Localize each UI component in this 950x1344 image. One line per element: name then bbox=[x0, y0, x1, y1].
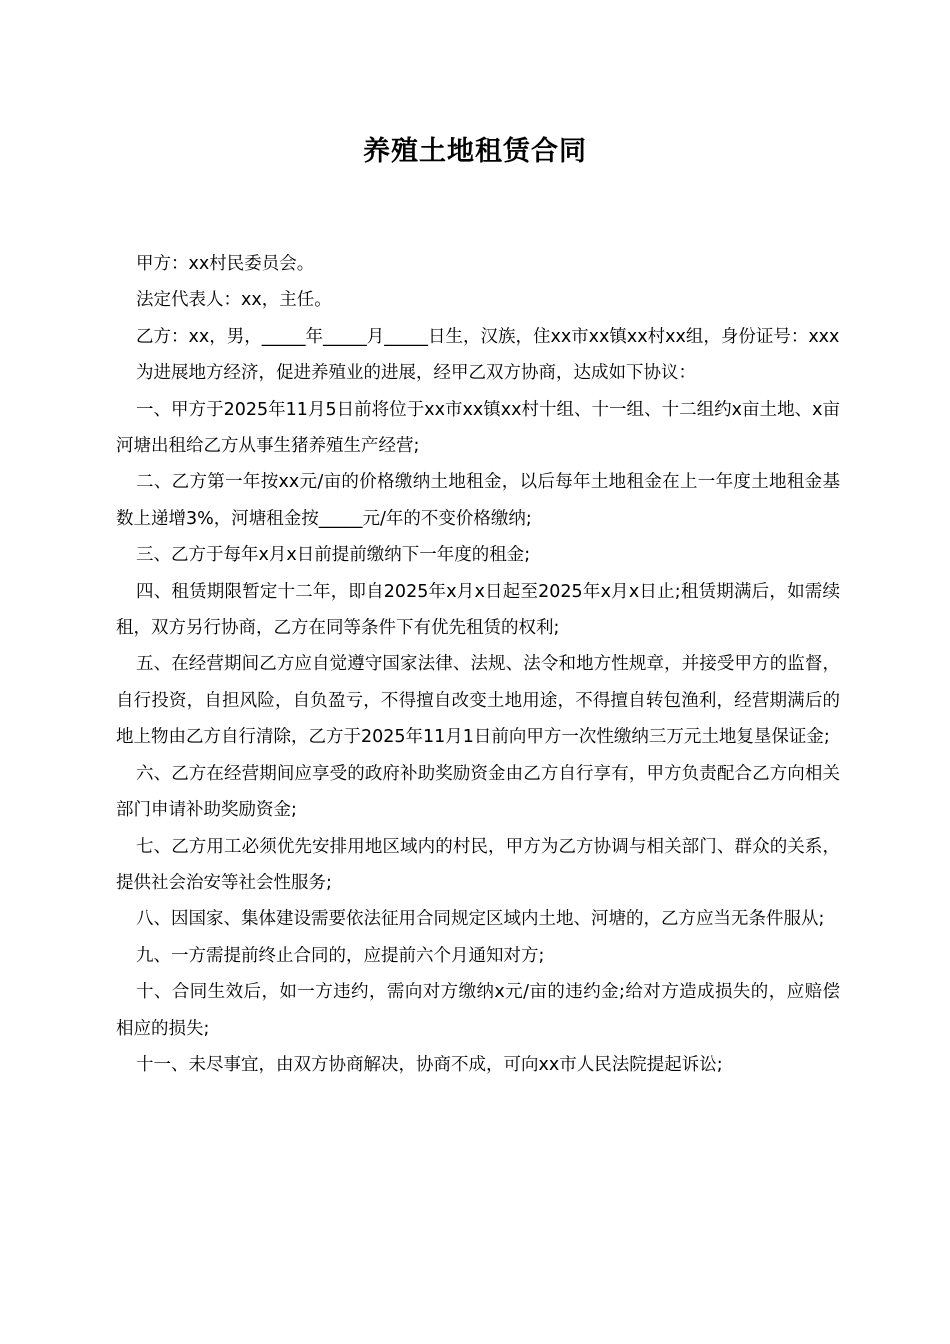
party-b: 乙方：xx，男，_____年_____月_____日生，汉族，住xx市xx镇xx村xx组，身份证号：xxx bbox=[136, 326, 840, 347]
party-a: 甲方：xx村民委员会。 bbox=[136, 254, 315, 274]
clause-4: 四、租赁期限暂定十二年，即自2025年x月x日起至2025年x月x日止;租赁期满后，如需续租，双方另行协商，乙方在同等条件下有优先租赁的权利; bbox=[116, 581, 840, 639]
clause-6: 六、乙方在经营期间应享受的政府补助奖励资金由乙方自行享有，甲方负责配合乙方向相关部门申请补助奖励资金; bbox=[116, 763, 840, 821]
legal-representative: 法定代表人：xx，主任。 bbox=[136, 290, 332, 311]
preamble: 为进展地方经济，促进养殖业的进展，经甲乙双方协商，达成如下协议： bbox=[136, 363, 696, 384]
clause-3: 三、乙方于每年x月x日前提前缴纳下一年度的租金; bbox=[136, 545, 531, 566]
clause-7: 七、乙方用工必须优先安排用地区域内的村民，甲方为乙方协调与相关部门、群众的关系，提供社会治安等社会性服务; bbox=[116, 836, 840, 893]
clause-8: 八、因国家、集体建设需要依法征用合同规定区域内土地、河塘的，乙方应当无条件服从; bbox=[136, 909, 825, 930]
clause-2: 二、乙方第一年按xx元/亩的价格缴纳土地租金，以后每年土地租金在上一年度土地租金基数上递增3%，河塘租金按_____元/年的不变价格缴纳; bbox=[116, 472, 840, 529]
clause-10: 十、合同生效后，如一方违约，需向对方缴纳x元/亩的违约金;给对方造成损失的，应赔偿相应的损失; bbox=[116, 982, 840, 1039]
contract-body bbox=[116, 246, 840, 1083]
clause-9: 九、一方需提前终止合同的，应提前六个月通知对方; bbox=[136, 945, 545, 966]
clause-5: 五、在经营期间乙方应自觉遵守国家法律、法规、法令和地方性规章，并接受甲方的监督，自行投资，自担风险，自负盈亏，不得擅自改变土地用途，不得擅自转包渔利，经营期满后的地上物由乙方自行清除，乙方于2025年11月1日前向甲方一次性缴纳三万元土地复垦保证金; bbox=[116, 654, 840, 748]
clause-1: 一、甲方于2025年11月5日前将位于xx市xx镇xx村十组、十一组、十二组约x亩土地、x亩河塘出租给乙方从事生猪养殖生产经营; bbox=[116, 399, 840, 457]
document-title: 养殖土地租赁合同 bbox=[363, 136, 587, 167]
clause-11: 十一、未尽事宜，由双方协商解决，协商不成，可向xx市人民法院提起诉讼; bbox=[136, 1054, 723, 1075]
